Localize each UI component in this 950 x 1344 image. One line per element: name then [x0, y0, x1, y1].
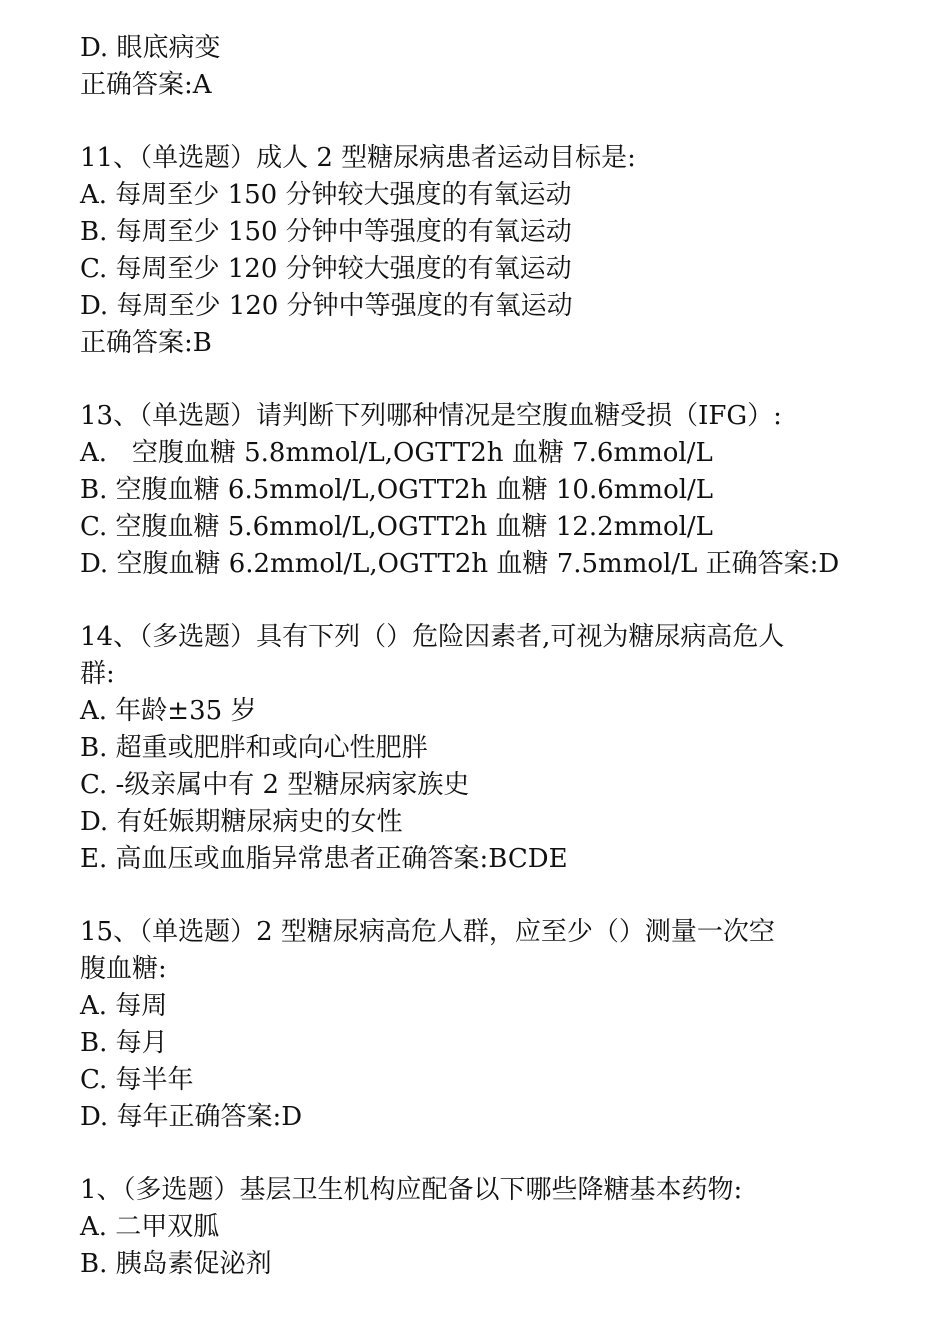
option-d-with-answer: D. 每年正确答案:D: [80, 1102, 303, 1132]
option-b: B. 空腹血糖 6.5mmol/L,OGTT2h 血糖 10.6mmol/L: [80, 475, 714, 505]
question-block-14: [80, 619, 890, 878]
question-text: 1、（多选题）基层卫生机构应配备以下哪些降糖基本药物:: [80, 1175, 743, 1205]
option-c: C. 空腹血糖 5.6mmol/L,OGTT2h 血糖 12.2mmol/L: [80, 512, 713, 542]
block-spacer: [80, 362, 890, 398]
question-block-15: [80, 914, 890, 1136]
option-a: A. 每周: [80, 991, 168, 1021]
question-text-continued: 腹血糖:: [80, 954, 167, 984]
block-spacer: [80, 104, 890, 140]
option-b: B. 每月: [80, 1028, 168, 1058]
question-text: 13、（单选题）请判断下列哪种情况是空腹血糖受损（IFG）:: [80, 401, 782, 431]
option-d: D. 眼底病变: [80, 33, 221, 63]
block-spacer: [80, 878, 890, 914]
question-block-1: [80, 1172, 890, 1283]
answer-line: 正确答案:A: [80, 70, 212, 100]
option-c: C. 每周至少 120 分钟较大强度的有氧运动: [80, 254, 572, 284]
option-d: D. 每周至少 120 分钟中等强度的有氧运动: [80, 291, 573, 321]
option-c: C. 每半年: [80, 1065, 194, 1095]
option-d: D. 有妊娠期糖尿病史的女性: [80, 807, 403, 837]
question-text: 11、（单选题）成人 2 型糖尿病患者运动目标是:: [80, 143, 636, 173]
option-b: B. 每周至少 150 分钟中等强度的有氧运动: [80, 217, 572, 247]
option-d-with-answer: D. 空腹血糖 6.2mmol/L,OGTT2h 血糖 7.5mmol/L 正确答案:D: [80, 549, 840, 579]
question-block-11: [80, 140, 890, 362]
question-text: 15、（单选题）2 型糖尿病高危人群，应至少（）测量一次空: [80, 917, 775, 947]
option-a: A. 每周至少 150 分钟较大强度的有氧运动: [80, 180, 572, 210]
question-block-13: [80, 398, 890, 583]
block-spacer: [80, 583, 890, 619]
option-a: A. 年龄±35 岁: [80, 696, 257, 726]
option-a: A. 空腹血糖 5.8mmol/L,OGTT2h 血糖 7.6mmol/L: [80, 438, 713, 468]
option-e-with-answer: E. 高血压或血脂异常患者正确答案:BCDE: [80, 844, 568, 874]
question-text: 14、（多选题）具有下列（）危险因素者,可视为糖尿病高危人: [80, 622, 785, 652]
question-text-continued: 群:: [80, 659, 115, 689]
answer-line: 正确答案:B: [80, 328, 212, 358]
question-block-10-tail: [80, 30, 890, 104]
option-c: C. -级亲属中有 2 型糖尿病家族史: [80, 770, 470, 800]
option-a: A. 二甲双胍: [80, 1212, 220, 1242]
option-b: B. 超重或肥胖和或向心性肥胖: [80, 733, 428, 763]
block-spacer: [80, 1136, 890, 1172]
option-b: B. 胰岛素促泌剂: [80, 1249, 272, 1279]
